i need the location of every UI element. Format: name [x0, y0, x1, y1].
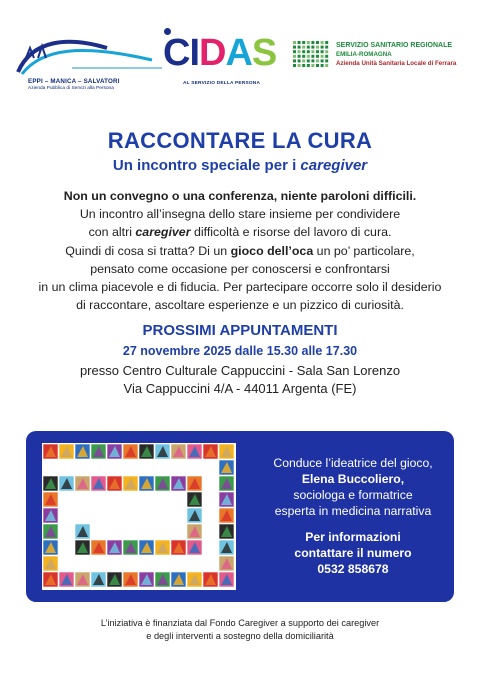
panel-text: [258, 455, 448, 577]
cidas-logo: [163, 28, 281, 98]
contact-phone: 0532 858678: [317, 562, 389, 576]
cidas-letter: S: [251, 32, 277, 74]
info-line1: Per informazioni: [305, 530, 401, 544]
intro-line5: pensato come occasione per conoscersi e confrontarsi: [90, 261, 390, 276]
footer-line1: L’iniziativa è finanziata dal Fondo Caregiver a supporto dei caregiver: [100, 618, 380, 628]
panel-line2: sociologa e formatrice: [293, 488, 413, 502]
panel-line3: esperta in medicina narrativa: [274, 504, 432, 518]
appointments-heading: PROSSIMI APPUNTAMENTI: [142, 322, 338, 339]
ssr-grid-icon: [292, 40, 330, 70]
cidas-letter: A: [225, 32, 252, 74]
footer-line2: e degli interventi a sostegno della domiciliarità: [146, 631, 334, 641]
presenter-name: Elena Buccoliero,: [301, 472, 405, 486]
ssr-logo: [292, 38, 472, 93]
ssr-line3: Azienda Unità Sanitaria Locale di Ferrara: [336, 60, 457, 67]
appointment-location: [0, 362, 480, 398]
cidas-wordmark: [163, 32, 276, 74]
intro-line3-b: caregiver: [135, 225, 191, 240]
appointment-place: presso Centro Culturale Cappuccini - Sala San Lorenzo: [79, 363, 401, 378]
cidas-tagline: AL SERVIZIO DELLA PERSONA: [183, 81, 261, 86]
cidas-letter: D: [199, 32, 226, 74]
intro-line2: Un incontro all’insegna dello stare insieme per condividere: [79, 207, 401, 222]
cidas-letter: C: [163, 32, 190, 74]
intro-line4: [10, 242, 470, 260]
game-board-icon: [42, 443, 236, 590]
header-logos: [0, 28, 480, 108]
eppi-subtitle: Azienda Pubblica di Servizi alla Persona: [28, 86, 114, 91]
ssr-line1: SERVIZIO SANITARIO REGIONALE: [336, 42, 453, 49]
page-subtitle: [0, 157, 480, 174]
eppi-name: EPPI – MANICA – SALVATORI: [28, 78, 120, 85]
game-board-image: [42, 443, 236, 590]
eppi-swoosh-icon: [12, 34, 162, 76]
intro-line4-c: un po’ particolare,: [316, 243, 415, 258]
intro-text: [10, 187, 470, 314]
subtitle-italic: caregiver: [300, 157, 368, 174]
appointment-date: 27 novembre 2025 dalle 15.30 alle 17.30: [122, 344, 358, 358]
intro-line4-a: Quindi di cosa si tratta? Di un: [65, 243, 228, 258]
panel-line1: Conduce l’ideatrice del gioco,: [273, 456, 433, 470]
footer-note: [0, 617, 480, 643]
info-block: [258, 529, 448, 577]
intro-line3-c: difficoltà e risorse del lavoro di cura.: [193, 225, 392, 240]
intro-line3: [10, 223, 470, 241]
intro-line4-b: gioco dell’oca: [230, 243, 314, 258]
info-panel: [26, 431, 454, 602]
page-title: RACCONTARE LA CURA: [107, 128, 373, 153]
appointment-address: Via Cappuccini 4/A - 44011 Argenta (FE): [123, 381, 357, 396]
eppi-logo: [12, 34, 162, 94]
ssr-line2: EMILIA-ROMAGNA: [336, 51, 392, 58]
info-line2: contattare il numero: [294, 546, 412, 560]
intro-line6: in un clima piacevole e di fiducia. Per partecipare occorre solo il desiderio: [38, 280, 442, 295]
cidas-letter: I: [189, 32, 200, 74]
intro-line1: Non un convegno o una conferenza, niente paroloni difficili.: [63, 189, 417, 203]
intro-line3-a: con altri: [88, 225, 132, 240]
subtitle-prefix: Un incontro speciale per i: [112, 157, 297, 174]
intro-line7: di raccontare, ascoltare esperienze e un pizzico di curiosità.: [76, 298, 404, 313]
